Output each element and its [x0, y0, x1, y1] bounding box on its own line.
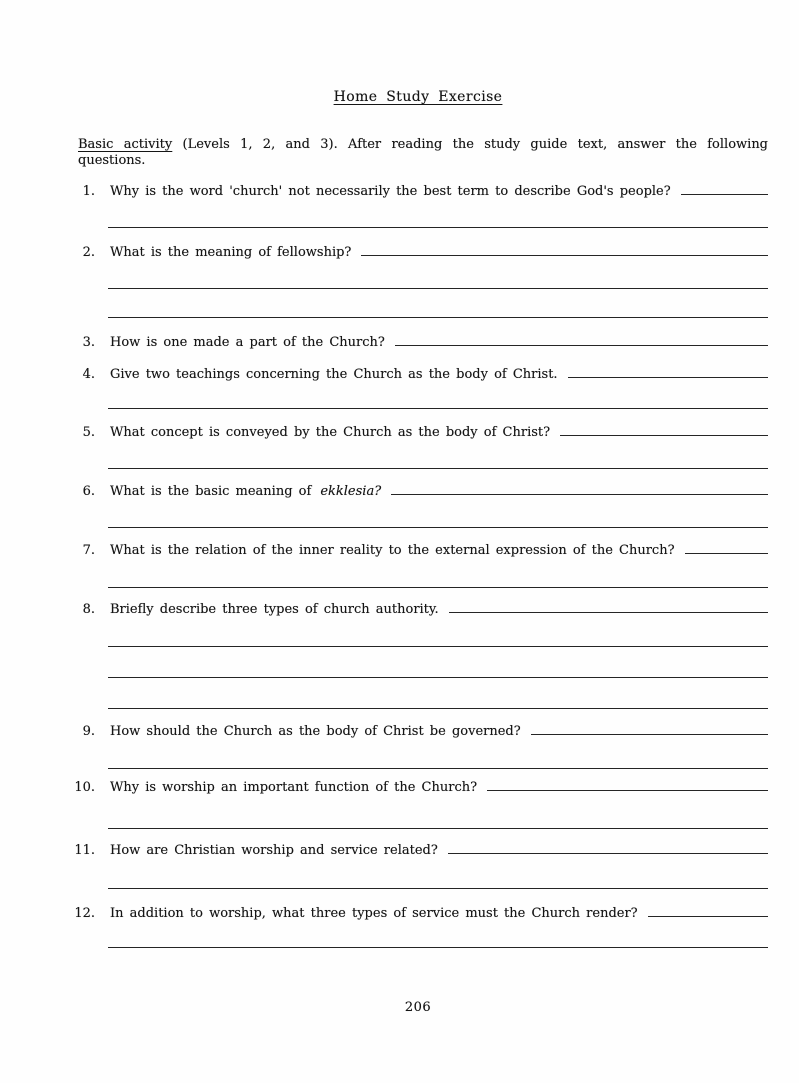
question-2 [68, 244, 768, 261]
question-number: 6. [82, 484, 95, 499]
question-number: 12. [74, 906, 95, 921]
question-text: How is one made a part of the Church? [110, 335, 385, 350]
question-10 [68, 779, 768, 796]
answer-blank-inline[interactable] [395, 340, 768, 346]
question-7 [68, 542, 768, 559]
answer-blank-inline[interactable] [648, 911, 768, 917]
question-number: 7. [82, 543, 95, 558]
answer-blank-inline[interactable] [391, 489, 768, 495]
answer-blank-inline[interactable] [681, 189, 768, 195]
intro-paragraph [78, 137, 768, 169]
page-number: 206 [404, 1000, 432, 1015]
answer-line[interactable] [108, 888, 768, 889]
question-text: What is the meaning of fellowship? [110, 245, 352, 260]
page-title: Home Study Exercise [333, 89, 503, 105]
answer-blank-inline[interactable] [531, 729, 768, 735]
intro-line-1 [78, 137, 768, 153]
question-text: Why is worship an important function of the Church? [110, 780, 478, 795]
answer-blank-inline[interactable] [361, 250, 768, 256]
answer-line[interactable] [108, 587, 768, 588]
question-text: In addition to worship, what three types of service must the Church render? [110, 906, 638, 921]
answer-line[interactable] [108, 677, 768, 678]
question-text: Briefly describe three types of church authority. [110, 602, 439, 617]
answer-line[interactable] [108, 768, 768, 769]
question-number: 2. [82, 245, 95, 260]
question-number: 1. [82, 184, 95, 199]
answer-line[interactable] [108, 408, 768, 409]
question-text: What concept is conveyed by the Church as the body of Christ? [110, 425, 551, 440]
question-text: What is the relation of the inner reality to the external expression of the Church? [110, 543, 675, 558]
question-4 [68, 366, 768, 383]
question-text: How should the Church as the body of Christ be governed? [110, 724, 521, 739]
question-number: 9. [82, 724, 95, 739]
answer-line[interactable] [108, 708, 768, 709]
answer-line[interactable] [108, 288, 768, 289]
greek-term: ekklesia? [320, 484, 382, 499]
question-text: Why is the word 'church' not necessarily the best term to describe God's people? [110, 184, 671, 199]
question-12 [68, 905, 768, 922]
answer-blank-inline[interactable] [448, 848, 768, 854]
answer-line[interactable] [108, 227, 768, 228]
intro-line-2: questions. [78, 153, 146, 168]
answer-line[interactable] [108, 468, 768, 469]
intro-lead: Basic activity [78, 137, 173, 152]
answer-line[interactable] [108, 317, 768, 318]
answer-line[interactable] [108, 646, 768, 647]
answer-line[interactable] [108, 527, 768, 528]
answer-blank-inline[interactable] [449, 607, 768, 613]
question-3 [68, 334, 768, 351]
question-text: How are Christian worship and service related? [110, 843, 438, 858]
question-number: 10. [74, 780, 95, 795]
question-1 [68, 183, 768, 200]
answer-blank-inline[interactable] [560, 430, 768, 436]
question-text: Give two teachings concerning the Church as the body of Christ. [110, 367, 558, 382]
question-text [110, 483, 381, 500]
intro-rest: (Levels 1, 2, and 3). After reading the study guide text, answer the following [172, 137, 769, 152]
question-number: 3. [82, 335, 95, 350]
question-number: 8. [82, 602, 95, 617]
question-11 [68, 842, 768, 859]
answer-blank-inline[interactable] [487, 785, 768, 791]
answer-line[interactable] [108, 828, 768, 829]
question-number: 4. [82, 367, 95, 382]
answer-blank-inline[interactable] [568, 372, 768, 378]
question-9 [68, 723, 768, 740]
question-5 [68, 424, 768, 441]
question-8 [68, 601, 768, 618]
question-6 [68, 483, 768, 500]
answer-blank-inline[interactable] [685, 548, 768, 554]
answer-line[interactable] [108, 947, 768, 948]
question-text-lead: What is the basic meaning of [110, 484, 312, 499]
question-number: 11. [74, 843, 95, 858]
question-number: 5. [82, 425, 95, 440]
